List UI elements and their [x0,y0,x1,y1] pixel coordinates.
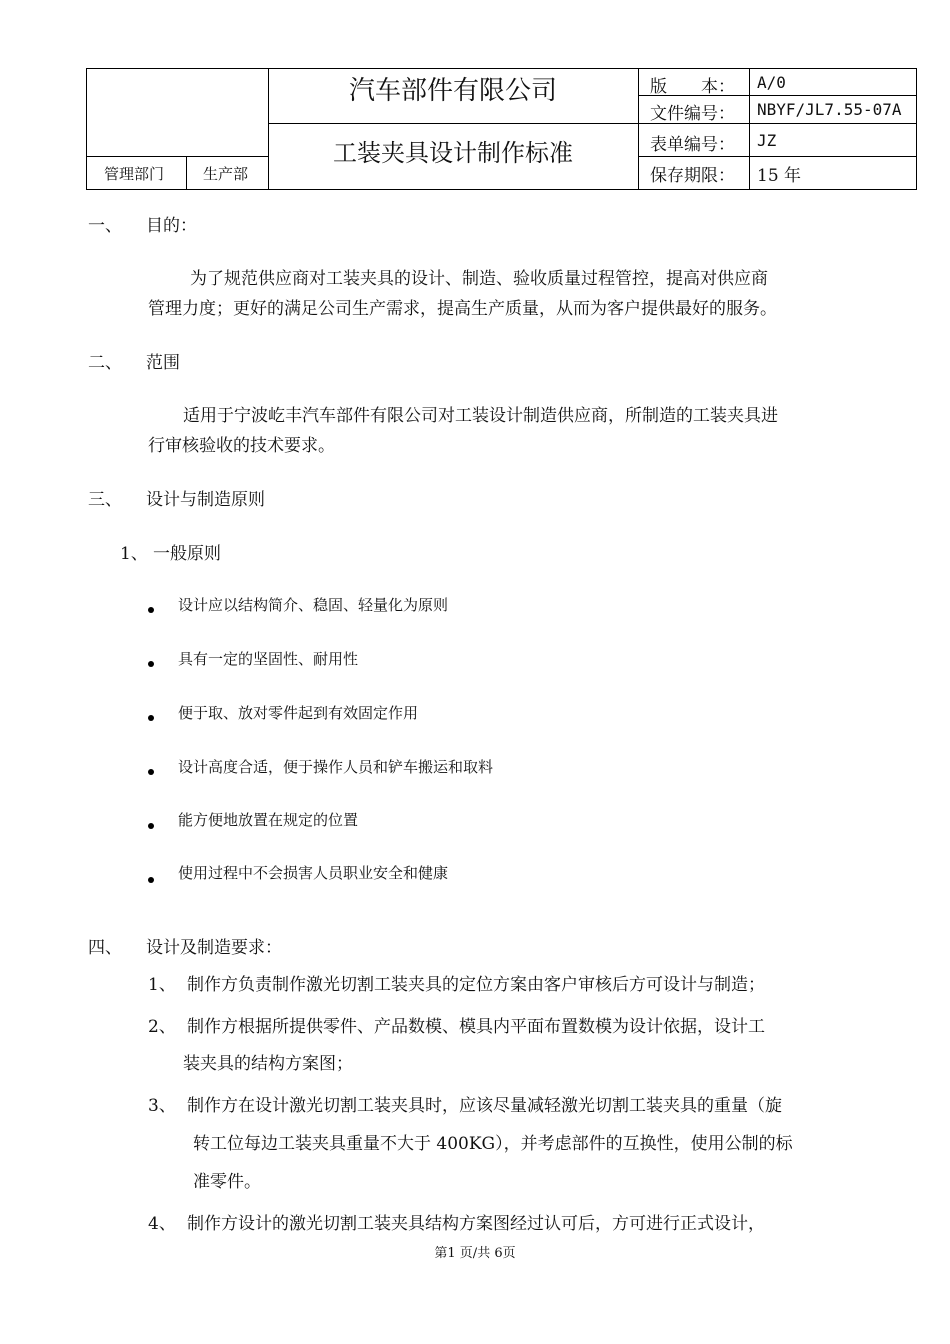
section-title: 目的： [146,216,197,236]
header-divider [638,156,917,157]
version-value: A/0 [757,73,786,92]
item-number: 3、 [148,1096,176,1116]
bullet-dot [148,769,154,775]
section-number: 四、 [88,938,122,958]
header-divider [638,68,639,190]
bullet-item: 设计高度合适，便于操作人员和铲车搬运和取料 [178,758,494,776]
version-label: 版 本： [650,77,735,97]
bullet-dot [148,607,154,613]
section-number: 二、 [88,353,122,373]
dept-value: 生产部 [203,165,249,183]
section-number: 三、 [88,490,122,510]
bullet-dot [148,661,154,667]
subsection-number: 1、 [120,544,148,564]
header-divider [86,156,268,157]
paragraph-line: 适用于宁波屹丰汽车部件有限公司对工装设计制造供应商，所制造的工装夹具进 [183,406,778,426]
item-line: 准零件。 [193,1172,261,1192]
file-number-value: NBYF/JL7.55-07A [757,100,902,119]
header-divider [186,156,187,190]
item-line: 制作方负责制作激光切割工装夹具的定位方案由客户审核后方可设计与制造； [187,975,765,995]
paragraph-line: 为了规范供应商对工装夹具的设计、制造、验收质量过程管控，提高对供应商 [190,269,768,289]
item-line: 制作方在设计激光切割工装夹具时，应该尽量减轻激光切割工装夹具的重量（旋 [187,1096,782,1116]
section-title: 范围 [146,353,180,373]
item-line: 装夹具的结构方案图； [183,1054,353,1074]
item-line: 转工位每边工装夹具重量不大于 400KG），并考虑部件的互换性，使用公制的标 [193,1134,793,1154]
paragraph-line: 管理力度；更好的满足公司生产需求，提高生产质量，从而为客户提供最好的服务。 [148,299,777,319]
section-title: 设计与制造原则 [146,490,265,510]
bullet-dot [148,823,154,829]
file-number-label: 文件编号： [650,104,735,124]
bullet-item: 能方便地放置在规定的位置 [178,811,359,829]
form-number-value: JZ [757,131,777,150]
item-line: 制作方根据所提供零件、产品数模、模具内平面布置数模为设计依据，设计工 [187,1017,765,1037]
bullet-dot [148,877,154,883]
item-number: 4、 [148,1214,176,1234]
section-number: 一、 [88,216,122,236]
item-line: 制作方设计的激光切割工装夹具结构方案图经过认可后，方可进行正式设计， [187,1214,765,1234]
section-title: 设计及制造要求： [146,938,282,958]
item-number: 2、 [148,1017,176,1037]
bullet-dot [148,715,154,721]
item-number: 1、 [148,975,176,995]
form-number-label: 表单编号： [650,135,735,155]
bullet-item: 使用过程中不会损害人员职业安全和健康 [178,864,449,882]
header-divider [268,123,638,124]
bullet-item: 设计应以结构简介、稳固、轻量化为原则 [178,596,449,614]
company-name: 汽车部件有限公司 [348,76,557,106]
bullet-item: 便于取、放对零件起到有效固定作用 [178,704,419,722]
document-title: 工装夹具设计制作标准 [333,139,573,167]
bullet-item: 具有一定的坚固性、耐用性 [178,650,359,668]
header-divider [749,68,750,190]
subsection-title: 一般原则 [153,544,221,564]
dept-label: 管理部门 [104,165,165,183]
retention-label: 保存期限： [650,166,735,186]
page-footer: 第1 页/共 6页 [434,1246,516,1261]
paragraph-line: 行审核验收的技术要求。 [148,436,335,456]
retention-value: 15 年 [757,166,802,186]
